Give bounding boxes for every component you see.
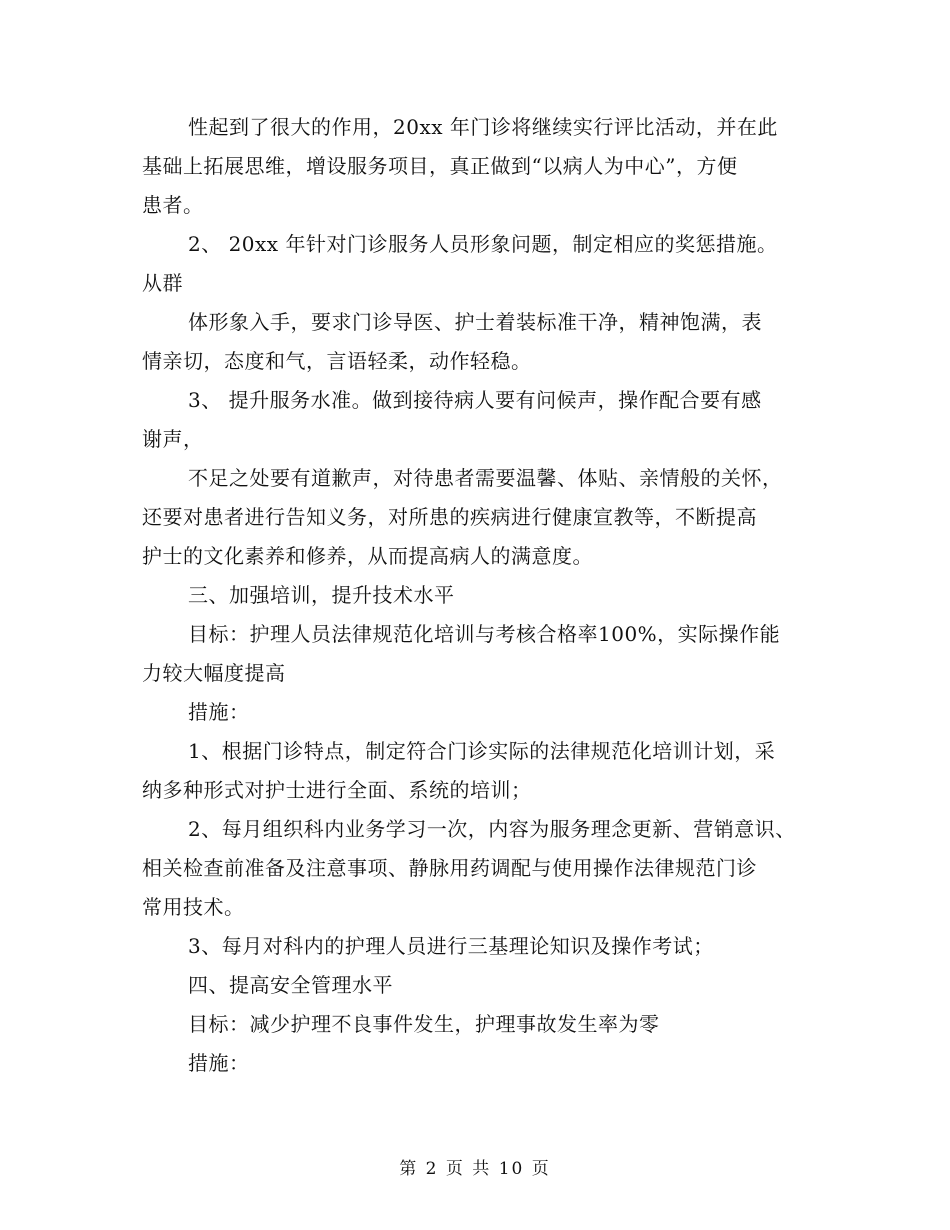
text-line: 2、每月组织科内业务学习一次，内容为服务理念更新、营销意识、 [188,817,796,841]
text-line: 性起到了很大的作用，20xx 年门诊将继续实行评比活动，并在此 [188,115,778,139]
text-line: 2、 20xx 年针对门诊服务人员形象问题，制定相应的奖惩措施。 [188,232,778,256]
text-line: 三、加强培训，提升技术水平 [188,583,455,607]
text-line: 目标：减少护理不良事件发生，护理事故发生率为零 [188,1012,660,1036]
text-line: 措施： [188,700,250,724]
text-line: 常用技术。 [142,895,245,919]
text-line: 力较大幅度提高 [142,661,286,685]
document-body [142,108,822,1083]
text-line: 体形象入手，要求门诊导医、护士着装标准干净，精神饱满，表 [188,310,762,334]
text-line: 还要对患者进行告知义务，对所患的疾病进行健康宣教等，不断提高 [142,505,757,529]
text-line: 不足之处要有道歉声，对待患者需要温馨、体贴、亲情般的关怀， [188,466,783,490]
text-line: 1、根据门诊特点，制定符合门诊实际的法律规范化培训计划，采 [188,739,776,763]
text-line: 情亲切，态度和气，言语轻柔，动作轻稳。 [142,349,532,373]
page-number-footer: 第 2 页 共 10 页 [399,1159,551,1179]
text-line: 纳多种形式对护士进行全面、系统的培训； [142,778,532,802]
text-line: 四、提高安全管理水平 [188,973,393,997]
text-line: 相关检查前准备及注意事项、静脉用药调配与使用操作法律规范门诊 [142,856,757,880]
text-line: 患者。 [142,193,204,217]
text-line: 护士的文化素养和修养，从而提高病人的满意度。 [142,544,593,568]
text-line: 目标：护理人员法律规范化培训与考核合格率100%，实际操作能 [188,622,781,646]
text-line: 3、 提升服务水准。做到接待病人要有问候声，操作配合要有感 [188,388,762,412]
text-line: 3、每月对科内的护理人员进行三基理论知识及操作考试； [188,934,714,958]
text-line: 谢声， [142,427,204,451]
text-line: 措施： [188,1051,250,1075]
text-line: 基础上拓展思维，增设服务项目，真正做到“以病人为中心”，方便 [142,154,738,178]
text-line: 从群 [142,271,183,295]
